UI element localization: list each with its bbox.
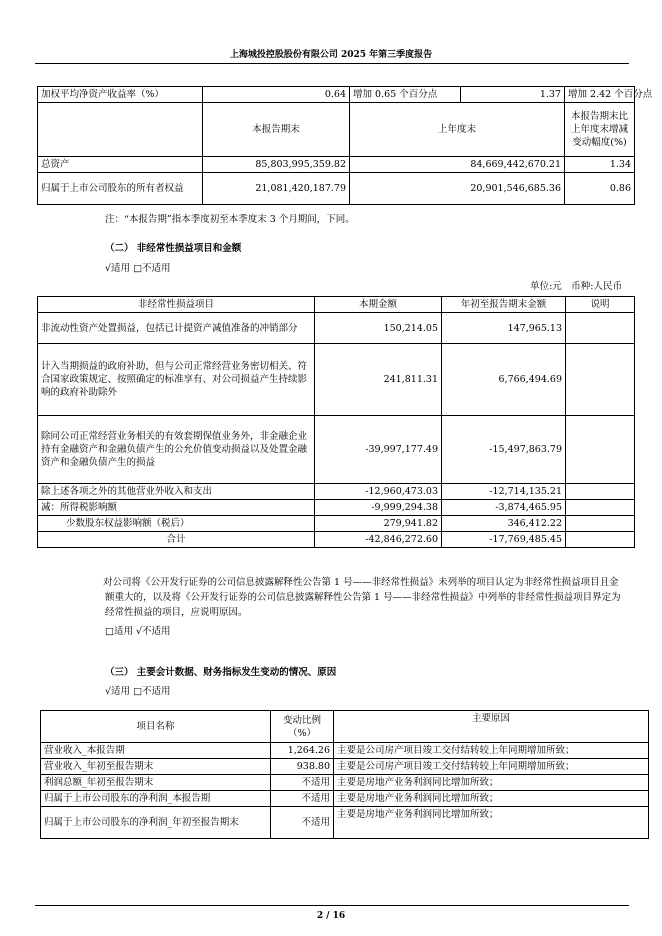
row-label: 少数股东权益影响额（税后） xyxy=(38,516,315,532)
table-cell xyxy=(566,344,635,416)
row-label: 利润总额_年初至报告期末 xyxy=(41,775,271,791)
page-header-title: 上海城投控股股份有限公司 2025 年第三季度报告 xyxy=(229,50,433,60)
table-row xyxy=(38,313,635,344)
table-cell: 147,965.13 xyxy=(442,313,566,344)
header-divider xyxy=(35,63,629,64)
section-2-applicability: √适用 □不适用 xyxy=(105,263,171,274)
table-row xyxy=(38,484,635,500)
table-row xyxy=(38,500,635,516)
table-row xyxy=(41,791,649,807)
table-cell: 0.64 xyxy=(203,87,350,103)
table-cell: 938.80 xyxy=(271,759,334,775)
column-header: 项目名称 xyxy=(41,711,271,743)
table-cell: -12,960,473.03 xyxy=(315,484,442,500)
report-period-note: 注：“本报告期”指本季度初至本季度末 3 个月期间，下同。 xyxy=(105,214,355,225)
row-label: 总资产 xyxy=(38,157,203,173)
table-header-row xyxy=(38,103,635,157)
table-row xyxy=(38,416,635,484)
table-header-row xyxy=(41,711,649,743)
table-cell: 84,669,442,670.21 xyxy=(350,157,565,173)
table-cell: -3,874,465.95 xyxy=(442,500,566,516)
table-cell: 279,941.82 xyxy=(315,516,442,532)
table-row xyxy=(41,759,649,775)
table-row xyxy=(38,87,635,103)
table-cell xyxy=(566,500,635,516)
table-cell: 21,081,420,187.79 xyxy=(203,173,350,205)
table-cell: 1.34 xyxy=(565,157,635,173)
table-cell: 增加 0.65 个百分点 xyxy=(350,87,461,103)
row-label: 除同公司正常经营业务相关的有效套期保值业务外，非金融企业持有金融资产和金融负债产生的公允价值变动损益以及处置金融资产和金融负债产生的损益 xyxy=(38,416,315,484)
table-cell: 不适用 xyxy=(271,791,334,807)
row-label: 营业收入_年初至报告期末 xyxy=(41,759,271,775)
table-cell: 6,766,494.69 xyxy=(442,344,566,416)
column-header: 变动比例（%） xyxy=(271,711,334,743)
table-cell: -39,997,177.49 xyxy=(315,416,442,484)
table-cell: 150,214.05 xyxy=(315,313,442,344)
table-cell: 1.37 xyxy=(461,87,565,103)
key-financial-table xyxy=(37,86,653,205)
table-cell: 主要是公司房产项目竣工交付结转较上年同期增加所致； xyxy=(334,759,649,775)
non-recurring-explanation: 对公司将《公开发行证券的公司信息披露解释性公告第 1 号——非经常性损益》未列举的项目认定为非经常性损益项目且金额重大的，以及将《公开发行证券的公司信息披露解释性公告第 1 号——非经常性损益》中列举的非经常性损益项目界定为经常性损益的项目，应说明原因。 xyxy=(103,577,621,618)
table-cell xyxy=(566,313,635,344)
footer-divider xyxy=(35,905,629,906)
row-label: 除上述各项之外的其他营业外收入和支出 xyxy=(38,484,315,500)
row-label: 计入当期损益的政府补助，但与公司正常经营业务密切相关、符合国家政策规定、按照确定的标准享有、对公司损益产生持续影响的政府补助除外 xyxy=(38,344,315,416)
table-cell xyxy=(566,484,635,500)
table-cell: 主要是房地产业务利润同比增加所致； xyxy=(334,775,649,791)
page-number: 2 / 16 xyxy=(316,911,346,921)
table-cell xyxy=(566,516,635,532)
unit-currency-label: 单位:元 币种:人民币 xyxy=(530,281,622,292)
table-cell: 346,412.22 xyxy=(442,516,566,532)
column-header: 本报告期末 xyxy=(203,103,350,157)
column-header: 年初至报告期末金额 xyxy=(442,297,566,313)
table-cell xyxy=(566,416,635,484)
table-row xyxy=(41,807,649,839)
column-header: 本期金额 xyxy=(315,297,442,313)
explanation-applicability: □适用 √不适用 xyxy=(105,626,171,637)
column-header: 本报告期末比上年度末增减变动幅度(%) xyxy=(565,103,635,157)
table-cell: 0.86 xyxy=(565,173,635,205)
table-cell: -9,999,294.38 xyxy=(315,500,442,516)
table-header-row xyxy=(38,297,635,313)
section-3-title: （三） 主要会计数据、财务指标发生变动的情况、原因 xyxy=(105,667,337,678)
table-row xyxy=(41,775,649,791)
table-cell: -15,497,863.79 xyxy=(442,416,566,484)
table-cell: -42,846,272.60 xyxy=(315,532,442,548)
table-cell: 主要是房地产业务利润同比增加所致； xyxy=(334,791,649,807)
column-header: 非经常性损益项目 xyxy=(38,297,315,313)
table-cell: 主要是公司房产项目竣工交付结转较上年同期增加所致； xyxy=(334,743,649,759)
table-cell: -17,769,485.45 xyxy=(442,532,566,548)
section-3-applicability: √适用 □不适用 xyxy=(105,686,171,697)
table-row xyxy=(38,173,635,205)
table-cell: 1,264.26 xyxy=(271,743,334,759)
row-label: 归属于上市公司股东的净利润_年初至报告期末 xyxy=(41,807,271,839)
table-total-row xyxy=(38,532,635,548)
row-label: 归属于上市公司股东的所有者权益 xyxy=(38,173,203,205)
row-label: 减：所得税影响额 xyxy=(38,500,315,516)
table-cell: 241,811.31 xyxy=(315,344,442,416)
row-label: 合计 xyxy=(38,532,315,548)
section-2-title: （二） 非经常性损益项目和金额 xyxy=(105,243,242,254)
row-label: 营业收入_本报告期 xyxy=(41,743,271,759)
table-cell: 增加 2.42 个百分点 xyxy=(565,87,635,103)
row-label: 归属于上市公司股东的净利润_本报告期 xyxy=(41,791,271,807)
table-cell: 不适用 xyxy=(271,775,334,791)
row-label: 非流动性资产处置损益，包括已计提资产减值准备的冲销部分 xyxy=(38,313,315,344)
non-recurring-items-table xyxy=(37,296,635,548)
table-row xyxy=(38,344,635,416)
column-header: 上年度末 xyxy=(350,103,565,157)
row-label: 加权平均净资产收益率（%） xyxy=(38,87,203,103)
table-cell xyxy=(38,103,203,157)
table-cell xyxy=(566,532,635,548)
table-cell: 85,803,995,359.82 xyxy=(203,157,350,173)
table-row xyxy=(38,516,635,532)
table-cell: 不适用 xyxy=(271,807,334,839)
table-row xyxy=(38,157,635,173)
table-row xyxy=(41,743,649,759)
table-cell: 主要是房地产业务利润同比增加所致； xyxy=(334,807,649,839)
column-header: 主要原因 xyxy=(334,711,649,743)
table-cell: 20,901,546,685.36 xyxy=(350,173,565,205)
column-header: 说明 xyxy=(566,297,635,313)
changes-reasons-table xyxy=(40,710,649,839)
table-cell: -12,714,135.21 xyxy=(442,484,566,500)
